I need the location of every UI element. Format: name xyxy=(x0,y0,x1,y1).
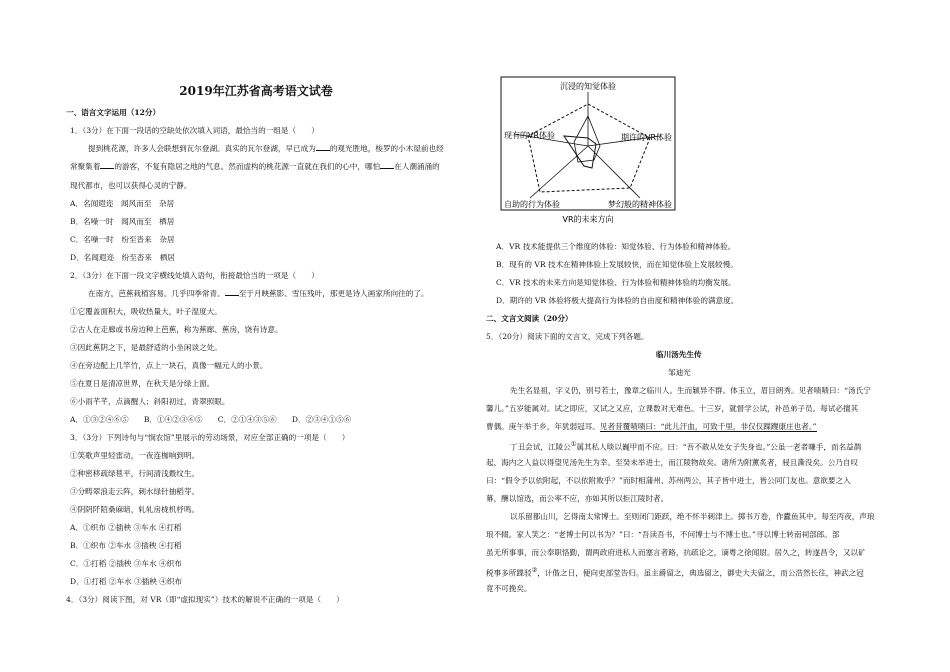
vr-radar-chart xyxy=(500,76,676,224)
q3-item-4: ④阴阴阡陌桑麻暗，轧轧房栊机杼鸣。 xyxy=(70,505,200,514)
passage-author: 邹迪光 xyxy=(668,368,691,377)
blank-1 xyxy=(316,142,330,151)
passage-line-6: 曰：“假令予以依附起，不以依附败乎？”而时相蒲州、苏州两公，其子皆中进士，皆公同门友也。意欲要之入 xyxy=(486,476,851,485)
radar-series-expected xyxy=(528,104,650,192)
q2-item-3: ③因此蕉阴之下，是最舒适的小坐闲谈之处。 xyxy=(70,343,222,352)
q2-options: A．①③②④⑥⑤ B．①④②③⑥⑤ C．②①④③⑤⑥ D．②③④①⑤⑥ xyxy=(70,415,352,424)
section-heading-language: 一、语言文字运用（12分） xyxy=(66,108,161,117)
q3-option-a: A．①织布 ②插秧 ③车水 ④打稻 xyxy=(70,523,182,532)
q2-item-1: ①它覆盖面积大，吸收热量大，叶子湿度大。 xyxy=(70,307,222,316)
q3-stem: 3．（3分）下列诗句与“悯农馆”里展示的劳动场景，对应全部正确的一项是（ ） xyxy=(70,433,350,442)
q1-passage-line1: 提到桃花源，许多人会联想到瓦尔登湖。真实的瓦尔登湖，早已成为 的观光胜地，梭罗的小木屋前也经 xyxy=(88,144,444,153)
q1-option-d: D．名闻遐迩 纷至沓来 栖居 xyxy=(70,253,175,262)
q4-option-a: A．VR 技术能提供三个维度的体验：知觉体验、行为体验和精神体验。 xyxy=(496,242,736,251)
q4-stem: 4．（3分）阅读下图，对 VR（即“虚拟现实”）技术的解说不正确的一项是（ ） xyxy=(66,595,344,604)
q1-option-c: C．名噪一时 纷至沓来 杂居 xyxy=(70,235,175,244)
q1-passage-line3: 现代都市，也可以获得心灵的宁静。 xyxy=(70,181,192,190)
passage-line-2: 馨儿。”五岁能属对。试之即应，又试之又应，立课数对无难色。十三岁，就督学公试，补邑弟子员。每试必擅其 xyxy=(486,404,859,413)
q5-stem: 5．（20分）阅读下面的文言文，完成下列各题。 xyxy=(486,332,649,341)
passage-line-3: 曹偶。庚午举于乡，年犹弱冠耳。见者昔覆啧啧曰：“此儿汗血，可致千里，非仅仅蹀躞康庄也者。” xyxy=(486,422,817,431)
underlined-sentence: 见者昔覆啧啧曰：“此儿汗血，可致千里，非仅仅蹀躞康庄也者。” xyxy=(599,422,817,431)
q4-option-d: D．期许的 VR 体验将极大提高行为体验的自由度和精神体验的满意度。 xyxy=(496,296,739,305)
q3-item-1: ①笑歌声里轻雷动，一夜连枷响到明。 xyxy=(70,451,200,460)
chart-marks xyxy=(514,92,660,198)
q3-option-b: B．①织布 ②车水 ③插秧 ④打稻 xyxy=(70,541,182,550)
passage-line-10: 虽无所事事，而公奉职恪勤，谓两政府进私人而塞言者路，抗疏论之，谪粤之徐闻尉。居久之，转遂昌令，又以矿 xyxy=(486,548,866,557)
passage-line-5: 起，海内之人益以得望见汤先生为幸。至癸未举进士，而江陵物故矣。诸所为附薰炙者，骎且澌没矣。公乃自叹 xyxy=(486,458,859,467)
q2-passage: 在南方，芭蕉栽植容易。几乎四季常青。 至于月映蕉影、雪压残叶，那更是诗人画家所向往的了。 xyxy=(88,289,429,298)
q2-item-2: ②古人在走廊或书房边种上芭蕉，称为蕉廊、蕉房，饶有诗意。 xyxy=(70,325,283,334)
q4-option-c: C．VR 技术的未来方向是知觉体验、行为体验和精神体验的均衡发展。 xyxy=(496,278,736,287)
q3-item-2: ②种密移疏绿毯平，行间清浅縠纹生。 xyxy=(70,469,200,478)
q1-option-b: B．名噪一时 闻风而至 栖居 xyxy=(70,217,175,226)
axis-label-right: 期许的VR体验 xyxy=(620,133,672,142)
q1-option-a: A．名闻遐迩 闻风而至 杂居 xyxy=(70,199,175,208)
q2-stem: 2．（3分）在下面一段文字横线处填入语句，衔接最恰当的一项是（ ） xyxy=(70,271,319,280)
passage-line-8: 以乐留都山川，乞得南太常博士。至则闭门距跃，绝不怀半刺津上。掷书万卷，作蠹鱼其中。每至丙夜，声琅 xyxy=(510,512,875,521)
passage-title: 临川汤先生传 xyxy=(656,350,702,359)
q2-item-5: ⑤在夏日是清凉世界，在秋天是分绿上窗。 xyxy=(70,379,215,388)
q1-passage-line2: 常聚集着 的游客，不复有隐居之地的气息。然而虚构的桃花源一直就在我们的心中，哪怕 在人潮涌涌的 xyxy=(70,162,440,171)
passage-line-4: 丁丑会试，江陵公①属其私人啖以巍甲而不应。曰：“吾不敢从处女子失身也。”公虽一老者嗛手，而名益鹊 xyxy=(510,441,862,452)
passage-line-9: 琅不辍。家人笑之：“老博士何以书为？”曰：“吾读吾书，不问博士与不博士也。”寻以博士转南祠部郎。部 xyxy=(486,530,840,539)
q4-option-b: B．现有的 VR 技术在精神体验上发展较快，而在知觉体验上发展较慢。 xyxy=(496,260,738,269)
radar-spoke-2 xyxy=(588,146,640,198)
passage-line-7: 幕，酬以馆选，而公率不应，亦如其所以拒江陵时者。 xyxy=(486,494,669,503)
blank-4 xyxy=(225,287,239,296)
blank-3 xyxy=(380,160,394,169)
page-title: 2019年江苏省高考语文试卷 xyxy=(179,84,333,98)
passage-line-1: 先生名显祖，字义仍，别号若士，豫章之临川人。生而颖异不群。体玉立，眉目朗秀。见者啧啧曰：“汤氏宁 xyxy=(510,386,871,395)
q2-item-4: ④在旁边配上几竿竹，点上一块石，真像一幅元人的小景。 xyxy=(70,361,268,370)
q1-stem: 1．（3分）在下面一段话的空缺处依次填入词语，最恰当的一组是（ ） xyxy=(70,126,319,135)
axis-label-bottom-left: 自助的行为体验 xyxy=(504,200,560,209)
blank-2 xyxy=(100,160,114,169)
passage-line-11: 税事多所蹀驳②，计偕之日，便向吏部堂告归。虽主爵留之，典选留之，御史大夫留之，而公浩然长往，神武之冠 xyxy=(486,567,864,578)
chart-caption: VR的未来方向 xyxy=(562,215,614,224)
q3-option-d: D．①打稻 ②车水 ③插秧 ④织布 xyxy=(70,577,183,586)
axis-label-left: 现有的VR体验 xyxy=(504,131,556,140)
passage-line-12: 竟不可挽矣。 xyxy=(486,584,532,593)
q3-item-3: ③分畴翠浪走云阵，刺水绿针抽稻芽。 xyxy=(70,487,200,496)
axis-label-bottom-right: 梦幻般的精神体验 xyxy=(608,200,672,209)
q3-option-c: C．①打稻 ②插秧 ③车水 ④织布 xyxy=(70,559,182,568)
axis-label-top: 沉浸的知觉体验 xyxy=(560,82,616,91)
section-heading-classical: 二、文言文阅读（20分） xyxy=(486,314,573,323)
q2-item-6: ⑥小雨芊芊，点滴醒人；斜阳初过，青翠照眼。 xyxy=(70,397,230,406)
